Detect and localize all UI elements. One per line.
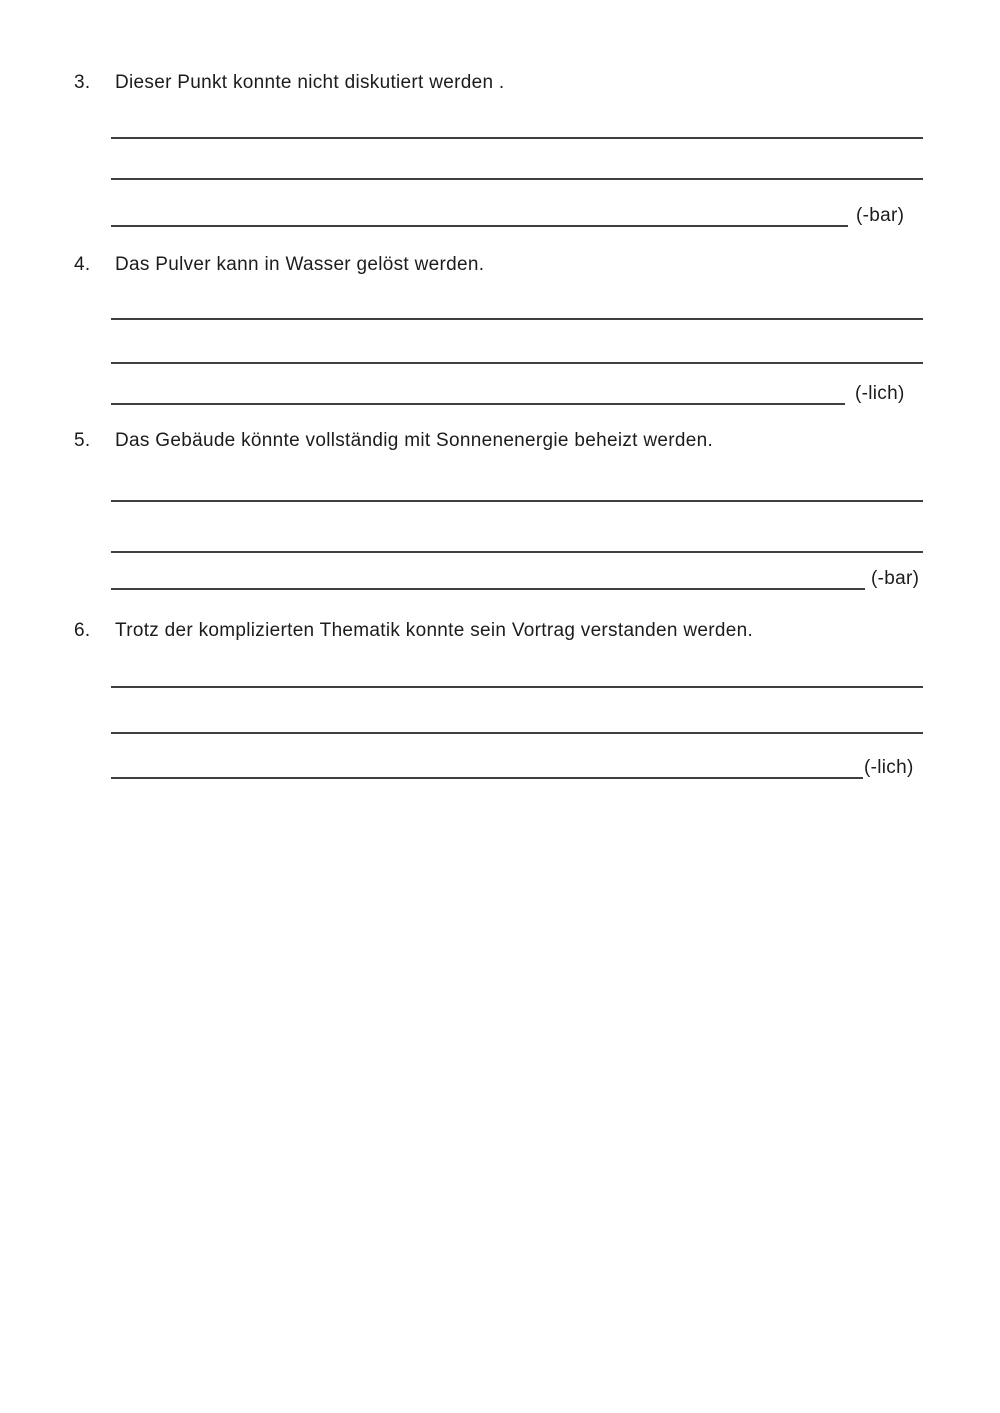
suffix-hint: (-bar)	[871, 568, 920, 589]
exercise-item-5	[74, 428, 713, 454]
answer-line	[111, 686, 923, 688]
item-sentence: Dieser Punkt konnte nicht diskutiert werden .	[115, 72, 505, 93]
answer-line	[111, 777, 863, 779]
exercise-item-6	[74, 618, 753, 644]
exercise-item-3	[74, 70, 504, 96]
suffix-hint: (-lich)	[855, 383, 905, 404]
answer-line	[111, 551, 923, 553]
suffix-hint: (-lich)	[864, 757, 914, 778]
answer-line	[111, 178, 923, 180]
answer-line	[111, 362, 923, 364]
answer-line	[111, 318, 923, 320]
item-number: 6.	[74, 620, 91, 641]
item-sentence: Trotz der komplizierten Thematik konnte sein Vortrag verstanden werden.	[115, 620, 754, 641]
item-number: 3.	[74, 72, 91, 93]
answer-line	[111, 403, 845, 405]
answer-line	[111, 137, 923, 139]
item-sentence: Das Gebäude könnte vollständig mit Sonnenenergie beheizt werden.	[115, 430, 714, 451]
suffix-hint: (-bar)	[856, 205, 905, 226]
answer-line	[111, 588, 865, 590]
answer-line	[111, 732, 923, 734]
answer-line	[111, 500, 923, 502]
item-number: 4.	[74, 254, 91, 275]
item-sentence: Das Pulver kann in Wasser gelöst werden.	[115, 254, 485, 275]
item-number: 5.	[74, 430, 91, 451]
answer-line	[111, 225, 848, 227]
exercise-item-4	[74, 252, 484, 278]
